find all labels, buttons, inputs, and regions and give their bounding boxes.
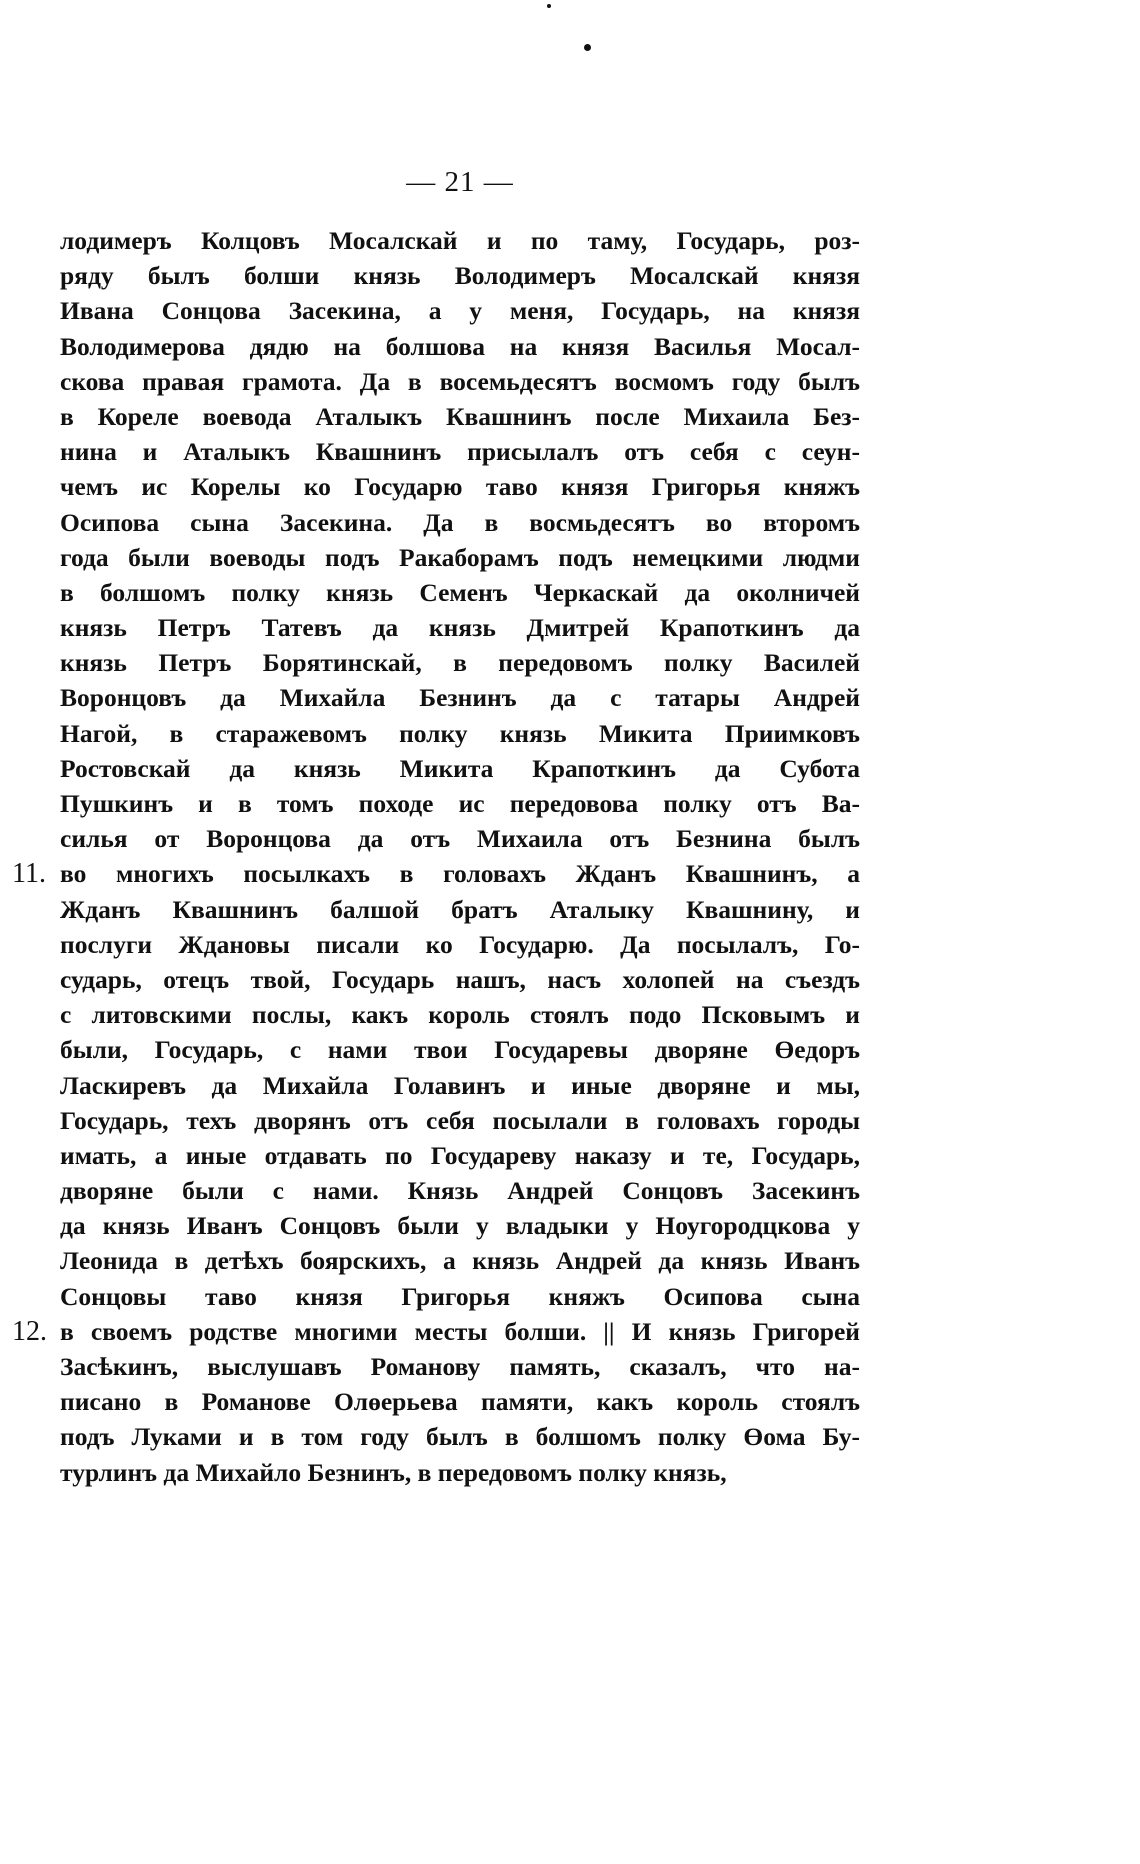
text-line: года были воеводы подъ Ракаборамъ подъ немецкими людми: [60, 542, 860, 572]
text-line: лодимеръ Колцовъ Мосалскай и по таму, Государь, роз-: [60, 226, 860, 255]
text-line: Ивана Сонцова Засекина, а у меня, Государь, на князя: [60, 296, 860, 326]
text-line: да князь Иванъ Сонцовъ были у владыки у Ноугородцкова у: [60, 1211, 860, 1241]
text-line: в болшомъ полку князь Семенъ Черкаскай да околничей: [60, 577, 860, 607]
text-line: были, Государь, с нами твои Государевы дворяне Өедоръ: [60, 1035, 860, 1065]
text-line: нина и Аталыкъ Квашнинъ присылалъ отъ себя с сеун-: [60, 437, 860, 467]
text-line: Пушкинъ и в томъ походе ис передовова полку отъ Ва-: [60, 789, 860, 818]
text-line: турлинъ да Михайло Безнинъ, в передовомъ полку князь,: [60, 1457, 727, 1487]
text-line: Ласкиревъ да Михайла Голавинъ и иные дворяне и мы,: [60, 1070, 860, 1100]
text-line: Сонцовы таво князя Григорья княжъ Осипова сына: [60, 1281, 860, 1311]
text-line: в своемъ родстве многими месты болши. || И князь Григорей: [60, 1316, 860, 1346]
text-line: во многихъ посылкахъ в головахъ Жданъ Квашнинъ, а: [60, 859, 860, 889]
text-line: с литовскими послы, какъ король стоялъ подо Псковымъ и: [60, 1000, 860, 1030]
text-line: сударь, отецъ твой, Государь нашъ, насъ холопей на съездъ: [60, 964, 860, 994]
text-line: силья от Воронцова да отъ Михаила отъ Безнина былъ: [60, 824, 860, 854]
text-line: Воронцовъ да Михайла Безнинъ да с татары Андрей: [60, 683, 860, 713]
text-line: Володимерова дядю на болшова на князя Василья Мосал-: [60, 331, 860, 361]
text-line: ряду былъ болши князь Володимеръ Мосалскай князя: [60, 261, 860, 291]
text-line: Леонида в детѣхъ боярскихъ, а князь Андрей да князь Иванъ: [60, 1246, 860, 1276]
text-line: Осипова сына Засекина. Да в восмьдесятъ во второмъ: [60, 507, 860, 537]
text-line: Ростовскай да князь Микита Крапоткинъ да Субота: [60, 753, 860, 783]
body-text: [12, 223, 860, 1490]
text-line: скова правая грамота. Да в восемьдесятъ восмомъ году былъ: [60, 366, 860, 396]
text-line-with-margin-note: [12, 1314, 860, 1349]
text-line: Жданъ Квашнинъ балшой братъ Аталыку Квашнину, и: [60, 894, 860, 924]
text-line: в Кореле воевода Аталыкъ Квашнинъ после Михаила Без-: [60, 401, 860, 431]
text-line: чемъ ис Корелы ко Государю таво князя Григорья княжъ: [60, 472, 860, 502]
ink-speck: [547, 4, 551, 8]
text-line: дворяне были с нами. Князь Андрей Сонцовъ Засекинъ: [60, 1176, 860, 1206]
text-line-with-margin-note: [12, 856, 860, 891]
text-line: князь Петръ Татевъ да князь Дмитрей Крапоткинъ да: [60, 613, 860, 643]
text-line: князь Петръ Борятинскай, в передовомъ полку Василей: [60, 648, 860, 678]
margin-note-number: 12.: [12, 1315, 47, 1347]
text-line: имать, а иные отдавать по Государеву наказу и те, Государь,: [60, 1140, 860, 1170]
page-number: — 21 —: [406, 166, 514, 198]
margin-note-number: 11.: [12, 858, 46, 890]
ink-speck: [584, 44, 591, 51]
text-line: писано в Романове Олөерьева памяти, какъ король стоялъ: [60, 1387, 860, 1417]
text-line: Засѣкинъ, выслушавъ Романову память, сказалъ, что на-: [60, 1352, 860, 1381]
text-line: Нагой, в старажевомъ полку князь Микита Приимковъ: [60, 718, 860, 748]
text-line: подъ Луками и в том году былъ в болшомъ полку Өома Бу-: [60, 1422, 860, 1452]
text-line: Государь, техъ дворянъ отъ себя посылали в головахъ городы: [60, 1105, 860, 1135]
text-line: послуги Ждановы писали ко Государю. Да посылалъ, Го-: [60, 929, 860, 959]
